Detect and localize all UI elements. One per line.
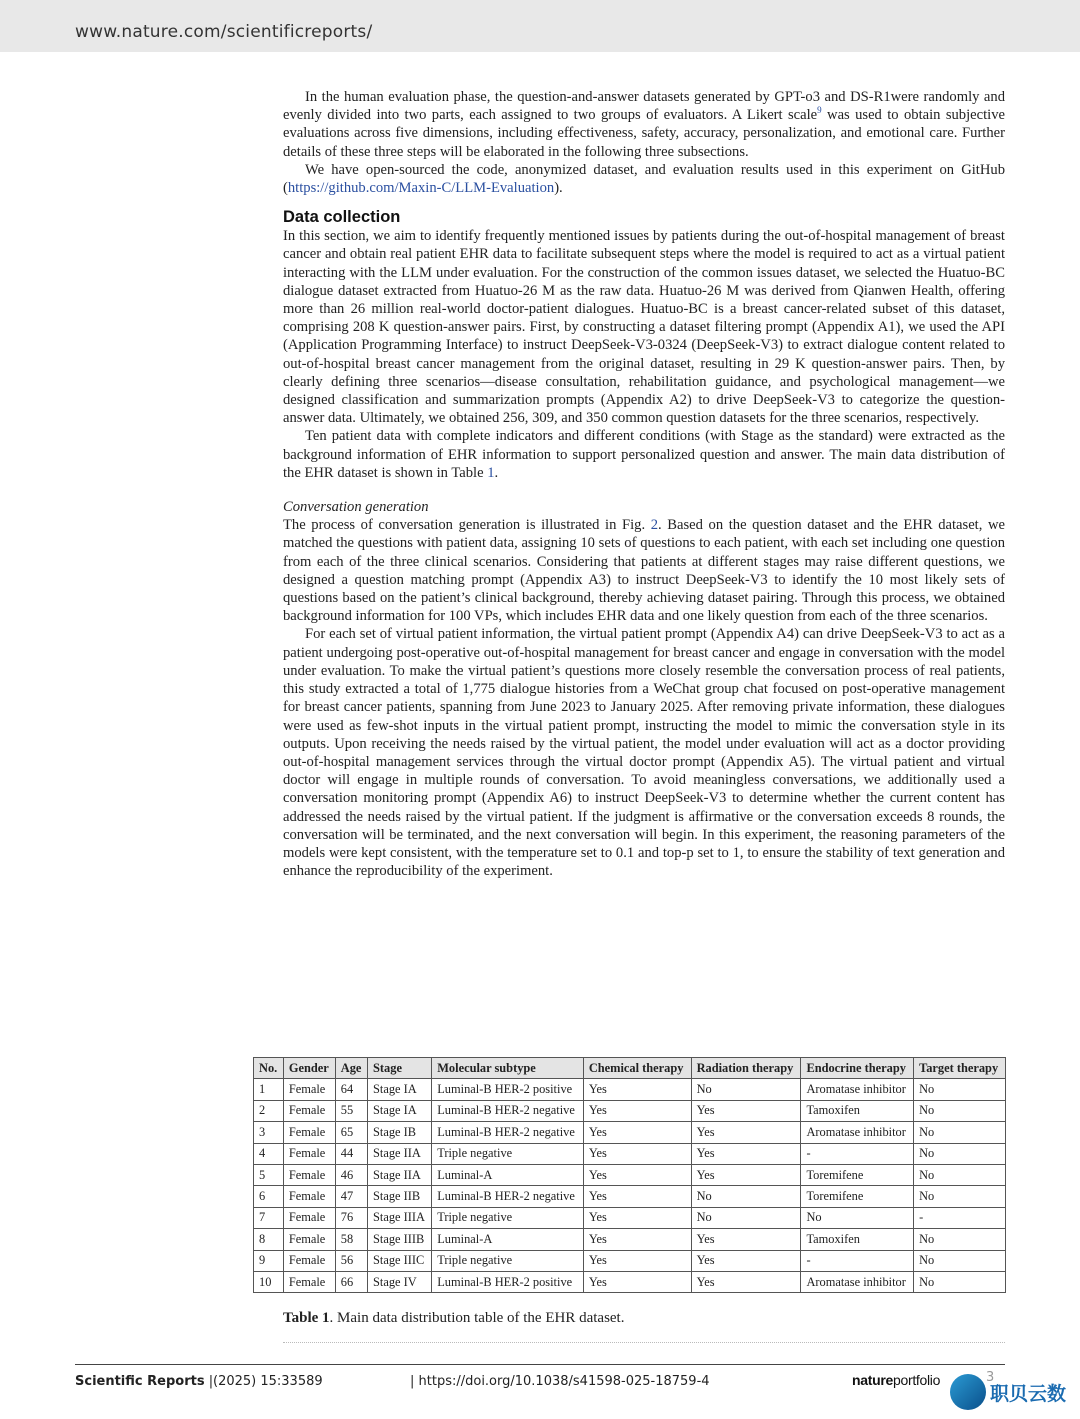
- paragraph-virtual-patient: For each set of virtual patient information, the virtual patient prompt (Appendix A4) can drive DeepSeek-V3 to act as a patient undergoing post-operative out-of-hospital management for breast cancer and engage in conversation with the model under evaluation. To make the virtual patient’s questions more closely resemble the conversation process of real patients, this study extracted a total of 1,775 dialogue histories from a WeChat group chat focused on post-operative management for breast cancer patients, spanning from June 2023 to January 2025. After removing private information, these dialogues were used as few-shot inputs in the virtual patient prompt, instructing the model to mimic the conversation style in its outputs. Upon receiving the needs raised by the virtual patient, the model under evaluation will act as a doctor providing out-of-hospital management services through the virtual doctor prompt (Appendix A5). The virtual patient and virtual doctor will engage in multiple rounds of conversation. To avoid meaningless conversations, we additionally used a conversation monitoring prompt (Appendix A6) to instruct DeepSeek-V3 to determine whether the current content has addressed the needs raised by the virtual patient. If the judgment is affirmative or the conversation exceeds 8 rounds, the conversation will be terminated, and the next conversation will begin. In this experiment, the reasoning parameters of the models were kept consistent, with the temperature set to 0.1 and top-p set to 1, to ensure the stability of text generation and enhance the reproducibility of the experiment.: [283, 626, 1005, 880]
- table-cell: Stage IIA: [368, 1143, 432, 1164]
- table-cell: Yes: [583, 1122, 691, 1143]
- table-cell: No: [914, 1250, 1006, 1271]
- caption-label: Table 1: [283, 1310, 330, 1326]
- col-header-endocrine-therapy: Endocrine therapy: [801, 1058, 914, 1079]
- table-cell: No: [914, 1100, 1006, 1121]
- table-cell: Yes: [583, 1186, 691, 1207]
- table-cell: Toremifene: [801, 1186, 914, 1207]
- table-cell: 55: [335, 1100, 367, 1121]
- table-cell: Stage IB: [368, 1122, 432, 1143]
- page-number: 3: [986, 1370, 995, 1385]
- table-cell: No: [691, 1207, 801, 1228]
- table-cell: Tamoxifen: [801, 1229, 914, 1250]
- table-cell: Aromatase inhibitor: [801, 1079, 914, 1100]
- caption-text: . Main data distribution table of the EHR dataset.: [329, 1310, 625, 1326]
- p5-text-a: The process of conversation generation is illustrated in Fig.: [283, 517, 651, 534]
- table-cell: 64: [335, 1079, 367, 1100]
- table-cell: Female: [283, 1250, 335, 1271]
- paragraph-human-evaluation: [283, 88, 1005, 161]
- table-cell: Luminal-A: [432, 1164, 584, 1185]
- table-cell: Female: [283, 1079, 335, 1100]
- table-cell: Triple negative: [432, 1143, 584, 1164]
- caption-divider: [283, 1342, 1005, 1343]
- table-header-row: [254, 1058, 1006, 1079]
- table-cell: 46: [335, 1164, 367, 1185]
- watermark-text: 职贝云数: [990, 1382, 1067, 1405]
- table-cell: No: [914, 1143, 1006, 1164]
- table-row: [254, 1207, 1006, 1228]
- paragraph-conversation-process: [283, 516, 1005, 625]
- paragraph-open-source: [283, 161, 1005, 197]
- table-cell: Stage IIIB: [368, 1229, 432, 1250]
- col-header-gender: Gender: [283, 1058, 335, 1079]
- table-cell: 5: [254, 1164, 284, 1185]
- paragraph-patient-data: [283, 427, 1005, 482]
- table-cell: Yes: [583, 1100, 691, 1121]
- table-cell: Yes: [583, 1143, 691, 1164]
- citation-ref-9[interactable]: 9: [817, 105, 822, 116]
- table-cell: Female: [283, 1229, 335, 1250]
- table-cell: 66: [335, 1271, 367, 1292]
- article-body: [283, 88, 1005, 880]
- nature-portfolio-logo: [852, 1372, 940, 1388]
- table-row: [254, 1122, 1006, 1143]
- table-row: [254, 1100, 1006, 1121]
- footer-citation: (2025) 15:33589: [213, 1374, 323, 1389]
- table-cell: Yes: [583, 1229, 691, 1250]
- table-cell: Luminal-A: [432, 1229, 584, 1250]
- p1-text-a: In the human evaluation phase, the question-and-answer datasets generated by GPT-o3 and DS-R1were randomly and evenly divided into two parts, each assigned to two groups of evaluators. A Likert scale: [283, 89, 1005, 124]
- table-cell: Luminal-B HER-2 negative: [432, 1186, 584, 1207]
- journal-name: Scientific Reports: [75, 1374, 205, 1389]
- table-cell: Female: [283, 1122, 335, 1143]
- table-cell: 3: [254, 1122, 284, 1143]
- table-cell: 58: [335, 1229, 367, 1250]
- table-cell: Female: [283, 1207, 335, 1228]
- table-cell: Stage IV: [368, 1271, 432, 1292]
- table-cell: Aromatase inhibitor: [801, 1122, 914, 1143]
- table-cell: Yes: [583, 1271, 691, 1292]
- footer-divider: [75, 1364, 1005, 1365]
- table-cell: 56: [335, 1250, 367, 1271]
- table-body: [254, 1079, 1006, 1293]
- table-cell: Toremifene: [801, 1164, 914, 1185]
- table-cell: Luminal-B HER-2 positive: [432, 1079, 584, 1100]
- table-cell: Female: [283, 1100, 335, 1121]
- table-cell: 47: [335, 1186, 367, 1207]
- table-cell: Stage IA: [368, 1100, 432, 1121]
- table-cell: Female: [283, 1186, 335, 1207]
- table-ref-1[interactable]: 1: [487, 464, 495, 481]
- table-cell: Yes: [691, 1250, 801, 1271]
- table-caption: [283, 1310, 624, 1327]
- col-header-target-therapy: Target therapy: [914, 1058, 1006, 1079]
- brand-portfolio: portfolio: [893, 1372, 941, 1388]
- table-cell: 6: [254, 1186, 284, 1207]
- table-cell: -: [914, 1207, 1006, 1228]
- table-cell: 10: [254, 1271, 284, 1292]
- table-cell: 65: [335, 1122, 367, 1143]
- table-cell: 1: [254, 1079, 284, 1100]
- p5-text-b: . Based on the question dataset and the EHR dataset, we matched the questions with patient data, assigning 10 sets of questions to each patient, with each set including one question from each of the three clinical scenarios. Considering that patients at different stages may raise different questions, we designed a question matching prompt (Appendix A3) to instruct DeepSeek-V3 to identify the 10 most likely sets of questions based on the patient’s clinical background, thereby achieving dataset pairing. Through this process, we obtained background information for 100 VPs, which includes EHR data and one likely question from each of the three scenarios.: [283, 517, 1005, 625]
- footer-journal: Scientific Reports |: [75, 1374, 214, 1389]
- heading-conversation-generation: Conversation generation: [283, 499, 429, 516]
- table-cell: Yes: [583, 1079, 691, 1100]
- table-cell: No: [914, 1271, 1006, 1292]
- table-cell: -: [801, 1143, 914, 1164]
- table-cell: Stage IIIA: [368, 1207, 432, 1228]
- table-cell: Female: [283, 1143, 335, 1164]
- table-cell: Luminal-B HER-2 positive: [432, 1271, 584, 1292]
- table-cell: Triple negative: [432, 1250, 584, 1271]
- ehr-distribution-table: [253, 1057, 1006, 1293]
- table-cell: Luminal-B HER-2 negative: [432, 1100, 584, 1121]
- table-cell: Stage IIB: [368, 1186, 432, 1207]
- table-cell: Yes: [691, 1143, 801, 1164]
- heading-data-collection: Data collection: [283, 208, 401, 227]
- table-cell: No: [914, 1079, 1006, 1100]
- table-cell: Yes: [691, 1229, 801, 1250]
- table-row: [254, 1079, 1006, 1100]
- col-header-molecular-subtype: Molecular subtype: [432, 1058, 584, 1079]
- table-cell: Stage IIA: [368, 1164, 432, 1185]
- col-header-chemical-therapy: Chemical therapy: [583, 1058, 691, 1079]
- table-row: [254, 1250, 1006, 1271]
- table-cell: Yes: [583, 1164, 691, 1185]
- table-cell: Female: [283, 1164, 335, 1185]
- table-cell: 2: [254, 1100, 284, 1121]
- table-cell: -: [801, 1250, 914, 1271]
- table-cell: No: [691, 1079, 801, 1100]
- table-cell: No: [914, 1164, 1006, 1185]
- p2-text-a: We have open-sourced the code, anonymized dataset, and evaluation results used in this experiment on GitHub (: [283, 161, 1005, 197]
- table-cell: No: [914, 1229, 1006, 1250]
- table-cell: Female: [283, 1271, 335, 1292]
- table-cell: Luminal-B HER-2 negative: [432, 1122, 584, 1143]
- table-cell: No: [914, 1186, 1006, 1207]
- p2-text-b: ).: [554, 180, 563, 197]
- table-cell: 7: [254, 1207, 284, 1228]
- table-cell: 8: [254, 1229, 284, 1250]
- table-cell: Triple negative: [432, 1207, 584, 1228]
- github-link[interactable]: https://github.com/Maxin-C/LLM-Evaluation: [287, 180, 555, 197]
- table-cell: No: [801, 1207, 914, 1228]
- table-row: [254, 1186, 1006, 1207]
- table-cell: Yes: [583, 1250, 691, 1271]
- table-row: [254, 1229, 1006, 1250]
- table-cell: 4: [254, 1143, 284, 1164]
- watermark-logo-icon: [950, 1374, 986, 1410]
- page-url[interactable]: www.nature.com/scientificreports/: [75, 22, 373, 42]
- paragraph-data-collection: In this section, we aim to identify frequently mentioned issues by patients during the out-of-hospital management of breast cancer and obtain real patient EHR data to facilitate subsequent steps where the model is required to act as a virtual patient interacting with the LLM under evaluation. For the construction of the common issues dataset, we selected the Huatuo-BC dialogue dataset extracted from Huatuo-26 M as the raw data. Huatuo-26 M was derived from Qianwen Health, offering more than 26 million real-world doctor-patient dialogues. Huatuo-BC is a breast cancer-related subset of this dataset, comprising 208 K question-answer pairs. First, by constructing a dataset filtering prompt (Appendix A1), we used the API (Application Programming Interface) to instruct DeepSeek-V3-0324 (DeepSeek-V3) to extract dialogue content related to out-of-hospital breast cancer management from the original dataset, resulting in 29 K question-answer pairs. Then, by clearly defining three scenarios—disease consultation, rehabilitation guidance, and psychological management—we designed classification and summarization prompts (Appendix A2) to drive DeepSeek-V3 to categorize the question-answer data. Ultimately, we obtained 256, 309, and 350 common question datasets for the three scenarios, respectively.: [283, 228, 1005, 427]
- browser-header-bar: [0, 0, 1080, 52]
- table-cell: Yes: [691, 1164, 801, 1185]
- p4-text-a: Ten patient data with complete indicators and different conditions (with Stage as the standard) were extracted as the background information of EHR information to support personalized question and answer. The main data distribution of the EHR dataset is shown in Table: [283, 428, 1005, 481]
- table-cell: Yes: [691, 1122, 801, 1143]
- table-cell: Yes: [583, 1207, 691, 1228]
- p4-text-b: .: [494, 464, 499, 481]
- table-cell: 76: [335, 1207, 367, 1228]
- watermark: [950, 1374, 1066, 1410]
- table-cell: Tamoxifen: [801, 1100, 914, 1121]
- table-cell: Yes: [691, 1271, 801, 1292]
- figure-ref-2[interactable]: 2: [650, 517, 659, 534]
- table-row: [254, 1271, 1006, 1292]
- table-cell: 9: [254, 1250, 284, 1271]
- table-row: [254, 1164, 1006, 1185]
- table-cell: No: [914, 1122, 1006, 1143]
- table-row: [254, 1143, 1006, 1164]
- table-cell: No: [691, 1186, 801, 1207]
- table-cell: Stage IIIC: [368, 1250, 432, 1271]
- col-header-radiation-therapy: Radiation therapy: [691, 1058, 801, 1079]
- table-cell: Aromatase inhibitor: [801, 1271, 914, 1292]
- brand-nature: nature: [852, 1372, 893, 1388]
- table-cell: Stage IA: [368, 1079, 432, 1100]
- col-header-stage: Stage: [368, 1058, 432, 1079]
- table-cell: Yes: [691, 1100, 801, 1121]
- p1-text-b: was used to obtain subjective evaluations across five dimensions, including effectiveness, safety, accuracy, personalization, and emotional care. Further details of these three steps will be elaborated in the following three subsections.: [283, 107, 1005, 160]
- table-cell: 44: [335, 1143, 367, 1164]
- col-header-no: No.: [254, 1058, 284, 1079]
- col-header-age: Age: [335, 1058, 367, 1079]
- footer-doi[interactable]: | https://doi.org/10.1038/s41598-025-18759-4: [410, 1374, 710, 1389]
